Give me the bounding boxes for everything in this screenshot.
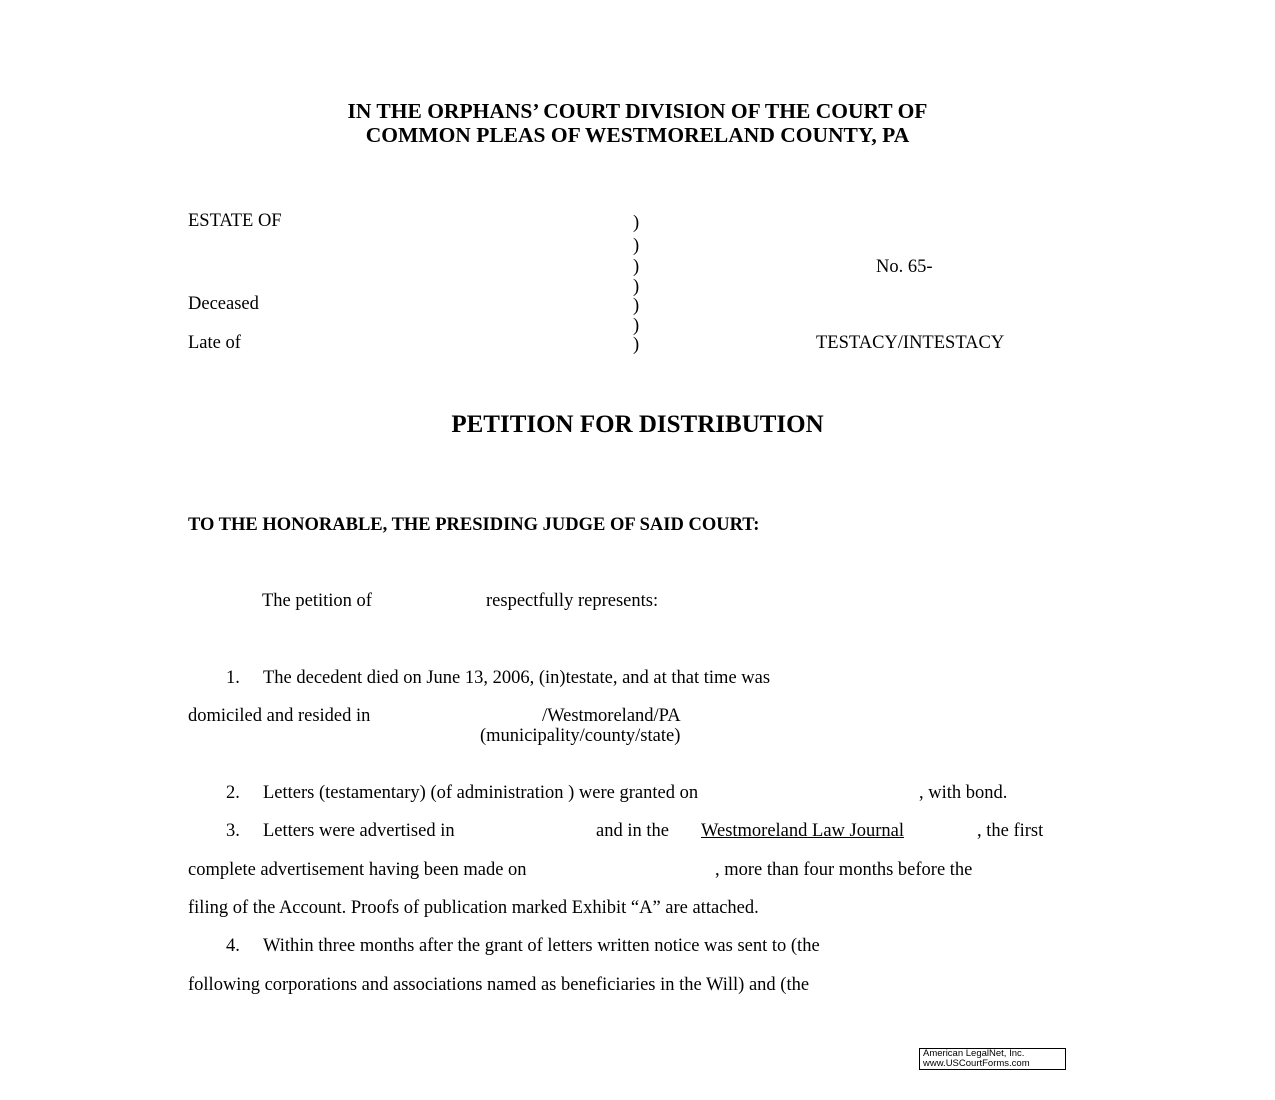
paragraph-2-tail: , with bond. [919,783,1008,803]
paragraph-3-lead: Letters were advertised in [263,821,455,841]
paragraph-3-mid: and in the [596,821,669,841]
estate-of-label: ESTATE OF [188,211,282,231]
caption-paren: ) [633,213,640,233]
paragraph-3-after: , the first [977,821,1044,841]
paragraph-number: 1. [226,668,240,688]
court-header-line-2: COMMON PLEAS OF WESTMORELAND COUNTY, PA [365,123,910,147]
paragraph-3-line-3: filing of the Account. Proofs of publication marked Exhibit “A” are attached. [188,898,759,918]
caption-paren: ) [633,236,640,256]
paragraph-4-line-2: following corporations and associations named as beneficiaries in the Will) and (the [188,975,810,995]
paragraph-2-text: Letters (testamentary) (of administration ) were granted on [263,783,699,803]
residence-value: /Westmoreland/PA [542,706,681,726]
publisher-website: www.USCourtForms.com [923,1058,1030,1069]
testacy-label: TESTACY/INTESTACY [816,333,1005,353]
salutation: TO THE HONORABLE, THE PRESIDING JUDGE OF SAID COURT: [188,515,760,535]
caption-paren: ) [633,316,640,336]
paragraph-4-line-1: Within three months after the grant of letters written notice was sent to (the [263,936,820,956]
document-title: PETITION FOR DISTRIBUTION [451,411,824,438]
residence-sublabel: (municipality/county/state) [480,726,681,746]
publisher-footer [919,1048,1066,1070]
paragraph-number: 2. [226,783,240,803]
intro-text: The petition of [262,591,372,611]
publisher-name: American LegalNet, Inc. [923,1048,1025,1059]
court-header-line-1: IN THE ORPHANS’ COURT DIVISION OF THE COURT OF [347,99,928,123]
intro-text-continued: respectfully represents: [486,591,659,611]
late-of-label: Late of [188,333,241,353]
paragraph-1-line-2: domiciled and resided in [188,706,371,726]
paragraph-1-line-1: The decedent died on June 13, 2006, (in)testate, and at that time was [263,668,771,688]
law-journal-name: Westmoreland Law Journal [701,821,904,841]
case-number: No. 65- [876,257,933,277]
paragraph-number: 4. [226,936,240,956]
caption-paren: ) [633,335,640,355]
caption-paren: ) [633,257,640,277]
caption-paren: ) [633,296,640,316]
paragraph-3-line-2-tail: , more than four months before the [715,860,973,880]
caption-paren: ) [633,277,640,297]
paragraph-3-line-2: complete advertisement having been made on [188,860,527,880]
paragraph-number: 3. [226,821,240,841]
deceased-label: Deceased [188,294,259,314]
